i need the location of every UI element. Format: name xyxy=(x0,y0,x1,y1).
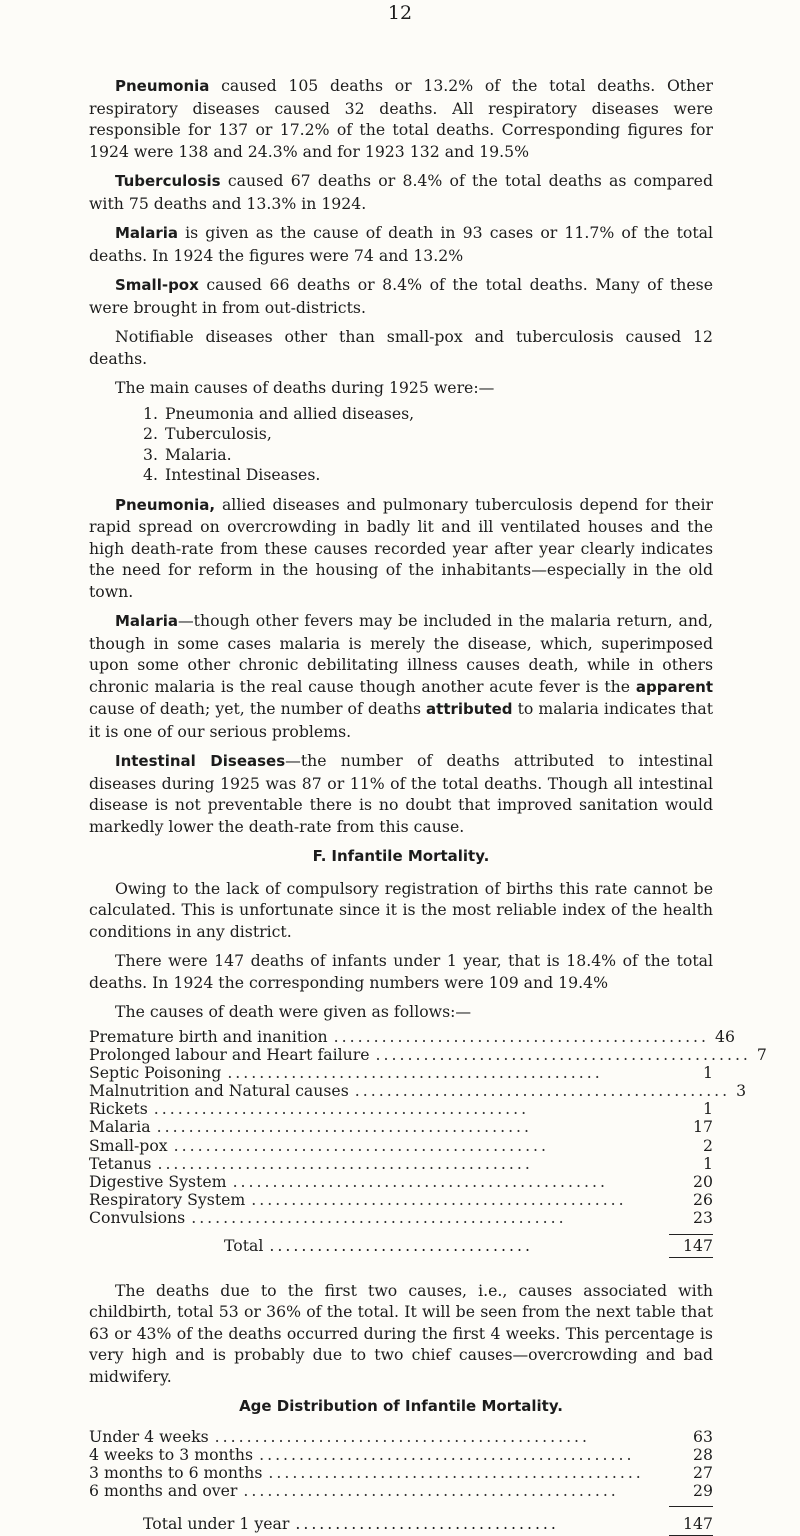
age-table-title: Age Distribution of Infantile Mortality. xyxy=(239,1397,563,1416)
age-table xyxy=(89,1428,713,1536)
table-row: Prolonged labour and Heart failure ............................................... 7 xyxy=(89,1044,767,1064)
main-causes-intro: The main causes of deaths during 1925 were:— xyxy=(115,378,495,397)
lead-term: Intestinal Diseases xyxy=(115,752,286,770)
lead-term: Malaria xyxy=(115,612,178,630)
paragraph-pneumonia: Pneumonia caused 105 deaths or 13.2% of the total deaths. Other respiratory diseases caused 32 deaths. All respiratory diseases were responsible for 137 or 17.2% of the total deaths. Corresponding figures for 1924 were 138 and 24.3% and for 1923 132 and 19.5% xyxy=(89,76,713,161)
table-row: Tetanus ............................................... 1 xyxy=(89,1153,713,1173)
table-total-row: Total ................................. 147 xyxy=(224,1235,713,1255)
page-number: 12 xyxy=(387,2,413,24)
table-row: Premature birth and inanition ............................................... 46 xyxy=(89,1026,735,1046)
table-row: Respiratory System ............................................... 26 xyxy=(89,1190,713,1210)
list-item: 4. Intestinal Diseases. xyxy=(143,465,321,484)
table-row: Under 4 weeks ............................................... 63 xyxy=(89,1426,713,1446)
table-total-row: Total under 1 year ................................. 147 xyxy=(143,1514,713,1534)
emphasis: apparent xyxy=(635,677,713,696)
paragraph-malaria-note: Malaria—though other fevers may be included in the malaria return, and, though in some cases malaria is merely the disease, which, superimposed upon some other chronic debilitating illness causes death, while in others chronic malaria is the real cause though another acute fever is the apparent cause of death; yet, the number of deaths attributed to malaria indicates that it is one of our serious problems. xyxy=(89,611,713,741)
paragraph-notifiable: Notifiable diseases other than small-pox and tuberculosis caused 12 deaths. xyxy=(89,327,713,368)
table-row: Malaria ............................................... 17 xyxy=(89,1117,713,1137)
emphasis: attributed xyxy=(426,700,513,718)
lead-term: Malaria xyxy=(115,224,178,242)
paragraph-infant-deaths: There were 147 deaths of infants under 1 year, that is 18.4% of the total deaths. In 1924 the corresponding numbers were 109 and 19.4% xyxy=(89,951,713,992)
list-item: 1. Pneumonia and allied diseases, xyxy=(143,403,415,423)
paragraph-intestinal: Intestinal Diseases—the number of deaths attributed to intestinal diseases during 1925 was 87 or 11% of the total deaths. Though all intestinal disease is not preventable there is no doubt that improved sanitation would markedly lower the death-rate from this cause. xyxy=(89,751,713,836)
table-row: Digestive System ............................................... 20 xyxy=(89,1172,713,1191)
paragraph-tuberculosis: Tuberculosis caused 67 deaths or 8.4% of the total deaths as compared with 75 deaths and 13.3% in 1924. xyxy=(89,171,713,213)
paragraph-registration: Owing to the lack of compulsory registration of births this rate cannot be calculated. This is unfortunate since it is the most reliable index of the health conditions in any district. xyxy=(89,878,713,941)
lead-term: Small-pox xyxy=(115,276,199,294)
paragraph-causes-intro: The causes of death were given as follows:— xyxy=(115,1002,472,1021)
paragraph-malaria: Malaria is given as the cause of death in 93 cases or 11.7% of the total deaths. In 1924 the figures were 74 and 13.2% xyxy=(89,223,713,265)
table-row: 6 months and over ............................................... 29 xyxy=(89,1481,713,1501)
table-row: Malnutrition and Natural causes ............................................... 3 xyxy=(89,1081,747,1101)
section-heading: F. Infantile Mortality. xyxy=(312,847,490,865)
table-row: 3 months to 6 months ............................................... 27 xyxy=(89,1462,713,1482)
table-row: 4 weeks to 3 months ............................................... 28 xyxy=(89,1444,713,1464)
table-row: Septic Poisoning ............................................... 1 xyxy=(89,1062,713,1082)
table-row: Small-pox ............................................... 2 xyxy=(89,1135,713,1155)
main-causes-list xyxy=(89,404,713,486)
lead-term: Pneumonia, xyxy=(115,495,216,514)
lead-term: Pneumonia xyxy=(115,77,210,95)
table-row: Convulsions ............................................... 23 xyxy=(89,1208,713,1228)
paragraph-smallpox: Small-pox caused 66 deaths or 8.4% of the total deaths. Many of these were brought in from out-districts. xyxy=(89,275,713,317)
paragraph-childbirth: The deaths due to the first two causes, i.e., causes associated with childbirth, total 53 or 36% of the total. It will be seen from the next table that 63 or 43% of the deaths occurred during the first 4 weeks. This percentage is very high and is probably due to two chief causes—overcrowding and bad midwifery. xyxy=(89,1280,713,1386)
divider xyxy=(669,1257,713,1258)
divider xyxy=(669,1506,713,1507)
list-item: 3. Malaria. xyxy=(143,444,232,464)
table-row: Rickets ............................................... 1 xyxy=(89,1099,713,1119)
paragraph-pneumonia-allied: Pneumonia, allied diseases and pulmonary tuberculosis depend for their rapid spread on overcrowding in badly lit and ill ventilated houses and the high death-rate from these causes recorded year after year clearly indicates the need for reform in the housing of the inhabitants—especially in the old town. xyxy=(89,494,713,601)
lead-term: Tuberculosis xyxy=(115,172,221,190)
page-body xyxy=(89,75,767,1536)
list-item: 2. Tuberculosis, xyxy=(143,424,272,443)
causes-table xyxy=(89,1026,767,1258)
